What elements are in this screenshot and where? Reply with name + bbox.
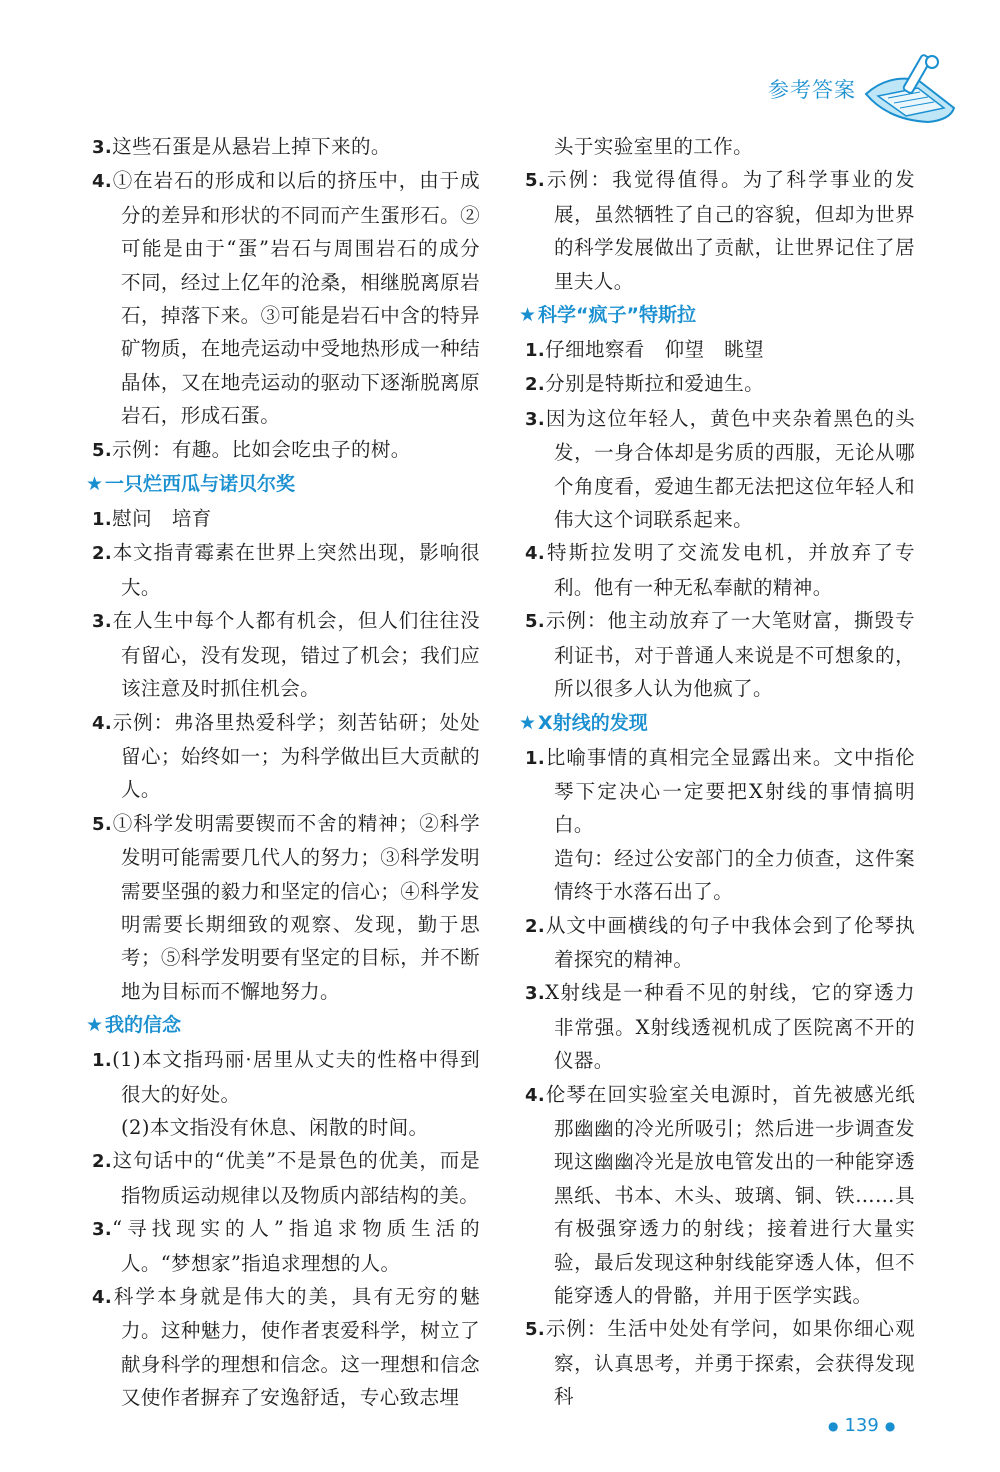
answer-text: 仔细地察看 仰望 眺望 — [545, 338, 765, 362]
answer-text: 因为这位年轻人，黄色中夹杂着黑色的头发，一身合体却是劣质的西服，无论从哪个角度看，爱迪生都无法把这位年轻人和伟大这个词联系起来。 — [545, 406, 915, 532]
answer-number: 4. — [525, 1084, 546, 1106]
answer-number: 2. — [92, 1151, 113, 1173]
header-title: 参考答案 — [768, 78, 856, 102]
answer-item — [525, 367, 915, 401]
answer-text: 比喻事情的真相完全显露出来。文中指伦琴下定决心一定要把X射线的事情搞明白。 — [545, 745, 915, 837]
answer-number: 4. — [92, 1287, 113, 1308]
answer-item — [92, 1280, 480, 1415]
answer-item — [92, 1111, 480, 1144]
answer-item — [92, 1144, 480, 1212]
section-title: 我的信念 — [105, 1014, 182, 1037]
answer-item — [92, 164, 480, 432]
answer-number: 3. — [92, 137, 113, 158]
answer-text: 伦琴在回实验室关电源时，首先被感光纸那幽幽的冷光所吸引；然后进一步调查发现这幽幽冷光是放电管发出的一种能穿透黑纸、书本、木头、玻璃、铜、铁……具有极强穿透力的射线；接着进行大量实验，最后发现这种射线能穿透人体，但不能穿透人的骨骼，并用于医学实践。 — [545, 1082, 915, 1307]
answer-number: 3. — [92, 611, 113, 633]
answer-text: 特斯拉发明了交流发电机，并放弃了专利。他有一种无私奉献的精神。 — [545, 541, 915, 599]
answer-number: 5. — [92, 813, 113, 835]
star-icon: ★ — [519, 304, 537, 327]
answer-item — [92, 1043, 480, 1111]
answer-item — [92, 706, 480, 807]
answer-number: 5. — [92, 439, 113, 461]
answer-number: 3. — [525, 983, 546, 1005]
left-column — [86, 130, 480, 1415]
answer-item — [525, 536, 915, 604]
answer-text: 慰问 培育 — [112, 507, 212, 531]
answer-number: 4. — [525, 543, 546, 565]
answer-number: 3. — [525, 408, 546, 430]
section-heading — [86, 1008, 480, 1043]
answer-item — [525, 976, 915, 1077]
star-icon: ★ — [519, 711, 537, 734]
answer-number: 5. — [525, 611, 546, 633]
answer-number: 4. — [92, 171, 113, 193]
answer-text: 本文指青霉素在世界上突然出现，影响很大。 — [112, 541, 480, 599]
right-column — [519, 130, 915, 1414]
answer-text: 造句：经过公安部门的全力侦查，这件案情终于水落石出了。 — [554, 846, 915, 904]
answer-text: ①在岩石的形成和以后的挤压中，由于成分的差异和形状的不同而产生蛋形石。②可能是由于“蛋”岩石与周围岩石的成分不同，经过上亿年的沧桑，相继脱离原岩石，掉落下来。③可能是岩石中含的特异矿物质，在地壳运动中受地热形成一种结晶体，又在地壳运动的驱动下逐渐脱离原岩石，形成石蛋。 — [112, 169, 480, 428]
pencil-keyboard-icon — [858, 50, 958, 128]
star-icon: ★ — [86, 1014, 104, 1037]
answer-number: 5. — [525, 1319, 546, 1341]
answer-text: 这些石蛋是从悬岩上掉下来的。 — [112, 135, 391, 158]
section-title: 一只烂西瓜与诺贝尔奖 — [105, 473, 296, 496]
answer-text: 这句话中的“优美”不是景色的优美，而是指物质运动规律以及物质内部结构的美。 — [112, 1149, 480, 1207]
answer-item — [92, 536, 480, 604]
answer-number: 1. — [92, 1050, 113, 1072]
answer-item — [525, 842, 915, 909]
answer-text: 从文中画横线的句子中我体会到了伦琴执着探究的精神。 — [545, 913, 915, 971]
answer-text: 示例：有趣。比如会吃虫子的树。 — [112, 437, 411, 461]
answer-item — [525, 402, 915, 537]
section-title: 科学“疯子”特斯拉 — [538, 304, 697, 327]
answer-text: “寻找现实的人”指追求物质生活的人。“梦想家”指追求理想的人。 — [112, 1217, 480, 1275]
page-header — [0, 0, 1000, 125]
answer-text: 分别是特斯拉和爱迪生。 — [545, 372, 765, 396]
answer-number: 1. — [525, 340, 546, 362]
answer-number: 2. — [92, 543, 113, 565]
section-heading — [86, 467, 480, 502]
answer-text: (1)本文指玛丽·居里从丈夫的性格中得到很大的好处。 — [112, 1048, 480, 1106]
answer-text: 示例：弗洛里热爱科学；刻苦钻研；处处留心；始终如一；为科学做出巨大贡献的人。 — [112, 710, 480, 802]
answer-number: 1. — [525, 747, 546, 769]
answer-item — [92, 433, 480, 467]
answer-item — [525, 333, 915, 367]
answer-number: 3. — [92, 1219, 113, 1241]
star-icon: ★ — [86, 473, 104, 496]
answer-item — [525, 130, 915, 163]
answer-number: 1. — [92, 509, 113, 531]
answer-number: 5. — [525, 170, 546, 192]
answer-item — [92, 130, 480, 164]
section-heading — [519, 706, 915, 741]
page-number-text: 139 — [844, 1415, 879, 1436]
answer-text: 科学本身就是伟大的美，具有无穷的魅力。这种魅力，使作者衷爱科学，树立了献身科学的理想和信念。这一理想和信念又使作者摒弃了安逸舒适，专心致志埋 — [112, 1285, 480, 1410]
answer-item — [525, 163, 915, 298]
answer-text: 头于实验室里的工作。 — [554, 135, 754, 158]
answer-text: (2)本文指没有休息、闲散的时间。 — [121, 1115, 429, 1139]
section-title: X射线的发现 — [538, 711, 648, 734]
answer-text: ①科学发明需要锲而不舍的精神；②科学发明可能需要几代人的努力；③科学发明需要坚强的毅力和坚定的信心；④科学发明需要长期细致的观察、发现，勤于思考；⑤科学发明要有坚定的目标，并不断地为目标而不懈地努力。 — [112, 811, 480, 1003]
answer-item — [525, 1312, 915, 1413]
answer-item — [92, 604, 480, 705]
answer-item — [92, 1212, 480, 1280]
answer-number: 4. — [92, 712, 113, 734]
answer-text: 在人生中每个人都有机会，但人们往往没有留心，没有发现，错过了机会；我们应该注意及时抓住机会。 — [112, 609, 480, 701]
answer-item — [525, 1078, 915, 1313]
answer-number: 2. — [525, 915, 546, 937]
answer-item — [525, 909, 915, 977]
answer-text: 示例：他主动放弃了一大笔财富，撕毁专利证书，对于普通人来说是不可想象的，所以很多人认为他疯了。 — [545, 609, 915, 701]
answer-number: 2. — [525, 374, 546, 396]
answer-item — [92, 502, 480, 536]
answer-text: 示例：生活中处处有学问，如果你细心观察，认真思考，并勇于探索，会获得发现科 — [545, 1317, 915, 1409]
section-heading — [519, 298, 915, 333]
answer-item — [525, 741, 915, 842]
answer-text: X射线是一种看不见的射线，它的穿透力非常强。X射线透视机成了医院离不开的仪器。 — [545, 981, 915, 1073]
page-number: ● 139 ● — [828, 1415, 896, 1436]
answer-item — [525, 604, 915, 705]
answer-text: 示例：我觉得值得。为了科学事业的发展，虽然牺牲了自己的容貌，但却为世界的科学发展做出了贡献，让世界记住了居里夫人。 — [545, 168, 915, 293]
answer-item — [92, 807, 480, 1008]
